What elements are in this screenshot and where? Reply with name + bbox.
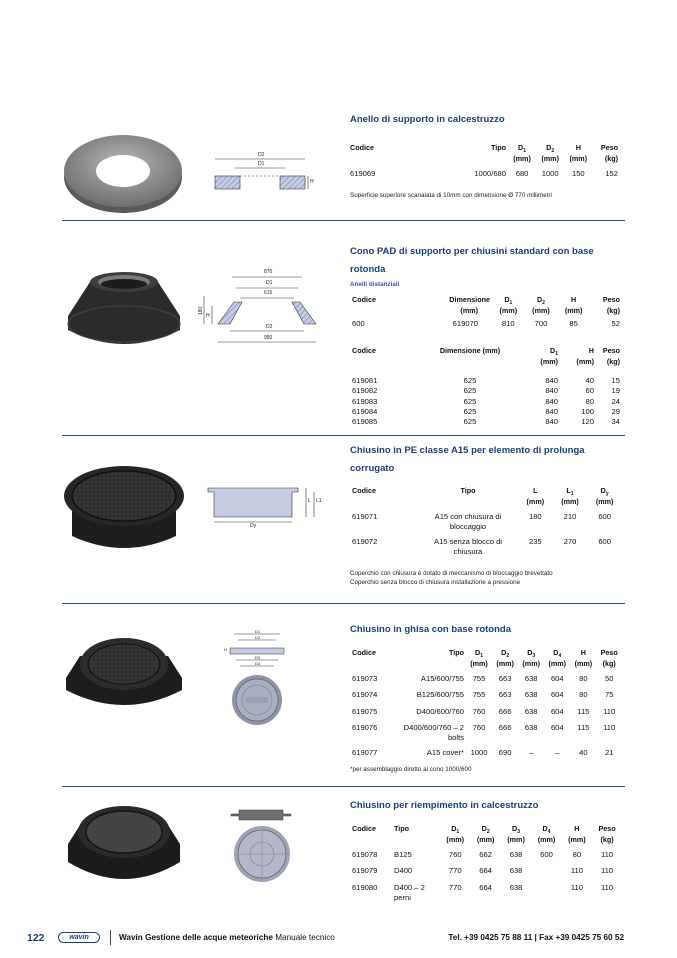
drawing-label-d1: D1	[258, 161, 265, 167]
table-row: 619069 1000/680 680 1000 150 152	[350, 169, 618, 178]
table-header-row: Codice Dimensione (mm) $D_1$ H Peso	[352, 346, 620, 357]
table-row: 619082 625 840 60 19	[352, 386, 620, 396]
pe-cover-photo	[62, 460, 186, 561]
note-pe: Coperchio con chiusura è dotato di meccanismo di bloccaggio brevettato Coperchio senza blocco di chiusura installazione a pressione	[350, 570, 553, 586]
ring-cross-section-drawing	[208, 150, 318, 200]
drawing-label-d2: D2	[266, 324, 273, 330]
footer-subtitle: Manuale tecnico	[275, 933, 335, 942]
drawing-label-d3: D3	[255, 655, 261, 660]
drawing-label-d1: D1	[266, 280, 273, 286]
cast-iron-cover-drawing	[222, 630, 292, 675]
drawing-label-d2: D2	[255, 635, 261, 640]
table-row: 619077 A15 cover* 1000 690 – – 40 21	[352, 748, 614, 758]
drawing-label-l: L	[308, 498, 311, 504]
section-divider	[62, 220, 625, 221]
table-units-row: (mm) (mm) (mm)	[526, 497, 614, 506]
section-divider	[62, 603, 625, 604]
drawing-label-950: 950	[264, 335, 273, 341]
col-header: Codice	[350, 143, 374, 152]
table-row: 619073 A15/600/755 755 663 638 604 80 50	[352, 674, 614, 683]
table-row: 619075 D400/600/760 760 666 638 604 115 110	[352, 706, 616, 716]
col-header: $D_1$	[518, 143, 527, 154]
note-ghisa: *per assemblaggio diretto al cono 1000/600	[350, 766, 472, 773]
table-header-row: Codice Dimensione $D_1$ $D_2$ H Peso	[352, 295, 620, 306]
drawing-label-h: H	[310, 179, 314, 185]
spec-table-anello	[348, 143, 620, 183]
table-units-row: (mm) (mm) (mm) (mm) (mm) (kg)	[446, 835, 614, 844]
cast-iron-cover-top-photo	[231, 674, 283, 731]
section-title-ghisa: Chiusino in ghisa con base rotonda	[350, 624, 511, 635]
section-divider	[62, 786, 625, 787]
page-footer	[0, 930, 677, 946]
table-row: 619081 625 840 40 15	[352, 376, 620, 385]
table-units-row: (mm) (mm) (mm) (kg)	[513, 154, 618, 163]
cone-cross-section-drawing	[196, 266, 336, 356]
table-units-row: (mm) (mm) (mm) (mm) (mm) (kg)	[470, 659, 616, 668]
col-header: H	[575, 143, 581, 152]
table-header-row: Codice Tipo L $L_1$ $D_y$	[352, 486, 609, 497]
drawing-label-dy: Dy	[250, 523, 257, 529]
section-title-anello: Anello di supporto in calcestruzzo	[350, 114, 505, 125]
drawing-label-l1: L1	[316, 498, 322, 504]
note-anello: Superficie superiore scanalata di 10mm con dimensione Ø 770 millimetri	[350, 192, 552, 199]
section-subtitle-anelli: Anelli distanziali	[350, 281, 400, 288]
spec-table-riempimento	[350, 824, 622, 903]
footer-title: Wavin Gestione delle acque meteoriche Manuale tecnico	[119, 933, 335, 942]
table-units-row: (mm) (mm) (mm) (mm) (kg)	[460, 306, 620, 315]
spec-table-pe	[350, 486, 622, 557]
table-row: 619076 D400/600/760 – 2 bolts 760 666 638 604 115 110	[352, 722, 616, 742]
footer-divider	[110, 930, 111, 945]
table-row: 619084 625 840 100 29	[352, 406, 620, 416]
section-divider	[62, 435, 625, 436]
table-row: 619074 B125/600/755 755 663 638 604 80 75	[352, 690, 614, 700]
table-row: 619080 D400 – 2 perni 770 664 638 110 110	[352, 882, 614, 902]
drawing-label-d4: D4	[255, 661, 261, 666]
col-header: $D_2$	[546, 143, 555, 154]
col-header: Tipo	[490, 143, 506, 152]
table-row: 619071 A15 con chiusura di bloccaggio 180 210 600	[352, 512, 611, 532]
table-units-row: (mm) (mm) (kg)	[540, 357, 620, 366]
table-row: 619079 D400 770 664 638 110 110	[352, 866, 614, 876]
table-row: 619085 625 840 120 34	[352, 417, 620, 426]
drawing-label-d1: D1	[255, 629, 261, 634]
footer-contact: Tel. +39 0425 75 88 11 | Fax +39 0425 75 60 52	[448, 933, 624, 942]
page-number: 122	[27, 932, 45, 944]
pe-cover-drawing	[206, 484, 326, 539]
spec-table-cono	[350, 295, 622, 329]
concrete-fill-top-photo	[233, 825, 291, 888]
table-row: 619072 A15 senza blocco di chiusura 235 270 600	[352, 536, 611, 556]
drawing-label-870: 870	[264, 269, 273, 275]
pad-cone-photo	[62, 268, 186, 363]
table-row: 600 619070 810 700 85 52	[352, 319, 620, 328]
drawing-label-d2: D2	[258, 152, 265, 158]
table-header-row	[348, 143, 620, 154]
drawing-label-180: 180	[198, 306, 205, 316]
drawing-label-615: 615	[264, 290, 273, 296]
wavin-logo-icon: wavin	[58, 932, 100, 943]
concrete-ring-photo	[62, 127, 184, 222]
concrete-fill-cover-photo	[62, 800, 186, 905]
col-header: Peso	[600, 143, 618, 152]
table-row: 619078 B125 760 662 638 600 80 110	[352, 850, 614, 859]
spec-table-ghisa	[350, 648, 622, 759]
section-title-pe: Chiusino in PE classe A15 per elemento di prolunga corrugato	[350, 445, 585, 475]
drawing-label-h: H	[224, 647, 227, 652]
spec-table-anelli	[350, 346, 622, 427]
cast-iron-cover-photo	[62, 628, 186, 729]
table-header-row: Codice Tipo $D_1$ $D_2$ $D_3$ $D_4$ H Peso	[352, 824, 616, 835]
table-header-row: Codice Tipo $D_1$ $D_2$ $D_3$ $D_4$ H Peso	[352, 648, 618, 659]
section-title-riempimento: Chiusino per riempimento in calcestruzzo	[350, 800, 539, 811]
section-title-cono: Cono PAD di supporto per chiusini standard con base rotonda	[350, 246, 594, 276]
table-row: 619083 625 840 80 24	[352, 396, 620, 406]
drawing-label-h: H	[206, 313, 210, 319]
